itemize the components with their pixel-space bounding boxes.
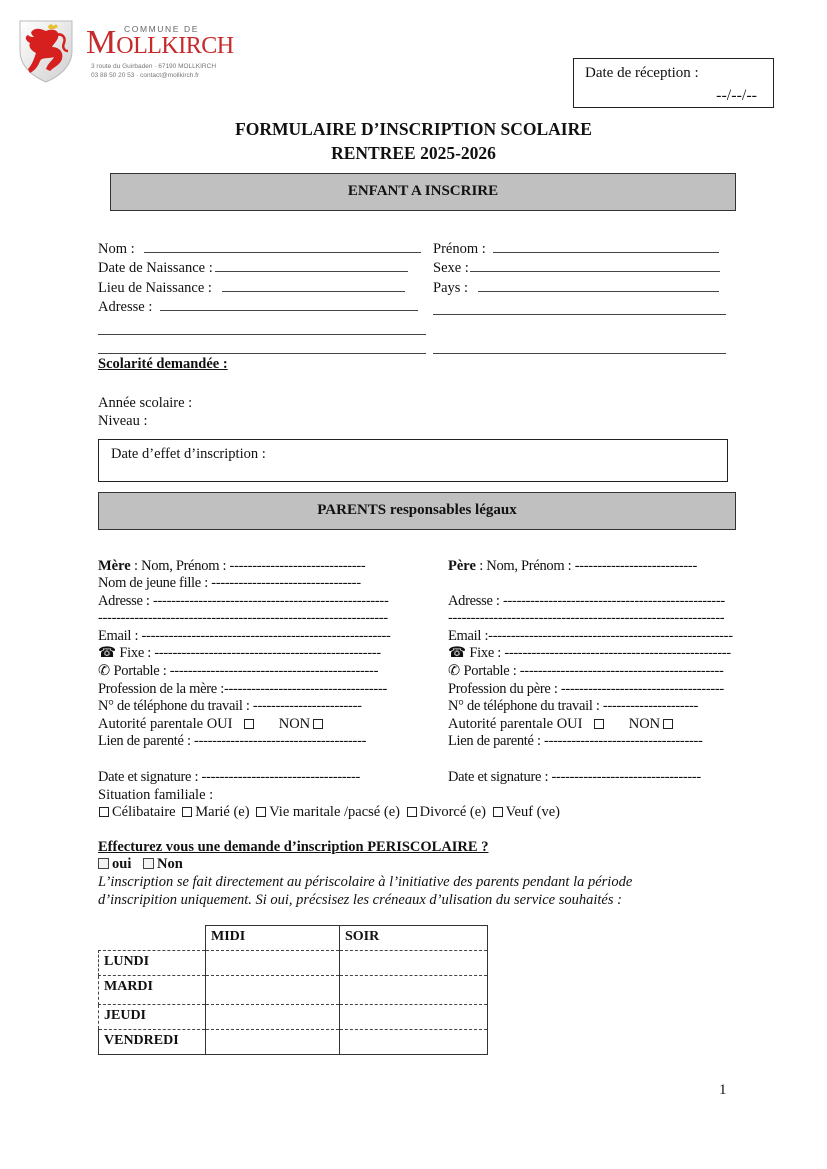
periscolaire-non-label: Non (156, 856, 183, 872)
periscolaire-table (98, 925, 488, 1055)
mobile-phone-icon: ✆ (448, 663, 461, 679)
mere-adresse-field[interactable]: Adresse : ---------------------------------------------------- (98, 593, 389, 609)
mere-autorite-parentale (98, 715, 326, 733)
periscolaire-oui-label: oui (112, 856, 132, 872)
pays-field[interactable] (433, 279, 719, 297)
cell-lundi-soir[interactable] (340, 951, 488, 976)
logo-commune-name (86, 26, 234, 60)
mere-portable-field[interactable] (98, 662, 378, 680)
mere-fixe-field[interactable] (98, 644, 381, 662)
date-effet-label: Date d’effet d’inscription : (111, 446, 266, 462)
mere-title: Mère (98, 558, 131, 574)
table-row (99, 1005, 488, 1030)
date-effet-box[interactable] (98, 439, 728, 482)
mere-autorite-non-checkbox[interactable] (313, 719, 323, 729)
logo-name-rest: OLLKIRCH (116, 33, 234, 59)
pere-autorite-non-checkbox[interactable] (663, 719, 673, 729)
prenom-field[interactable] (433, 240, 719, 258)
celibataire-label: Célibataire (112, 804, 176, 820)
niveau-label[interactable]: Niveau : (98, 413, 148, 429)
table-row (99, 1030, 488, 1055)
pere-autorite-parentale (448, 715, 676, 733)
mere-adresse-line-2[interactable]: ---------------------------------------------------------------- (98, 610, 388, 626)
annee-scolaire-label[interactable]: Année scolaire : (98, 395, 193, 411)
prenom-label: Prénom : (433, 241, 486, 257)
pere-portable-field[interactable] (448, 662, 724, 680)
adresse-input-line-5[interactable] (433, 341, 726, 354)
mobile-phone-icon: ✆ (98, 663, 111, 679)
vie-maritale-checkbox[interactable] (256, 807, 266, 817)
form-subtitle: RENTREE 2025-2026 (331, 143, 496, 163)
lieu-naissance-input-line[interactable] (222, 279, 405, 292)
pere-fixe-label: Fixe : -------------------------------------------------- (466, 645, 731, 661)
mere-signature-field[interactable]: Date et signature : ----------------------------------- (98, 769, 361, 785)
date-naissance-field[interactable] (98, 259, 408, 277)
reception-date-box[interactable] (573, 58, 774, 108)
pere-autorite-non-label: NON (628, 716, 661, 732)
row-label-mardi: MARDI (99, 976, 206, 1005)
marie-label: Marié (e) (195, 804, 250, 820)
sexe-field[interactable] (433, 259, 720, 277)
adresse-input-line-2[interactable] (433, 302, 726, 315)
celibataire-checkbox[interactable] (99, 807, 109, 817)
pere-autorite-oui-checkbox[interactable] (594, 719, 604, 729)
sexe-input-line[interactable] (470, 259, 720, 272)
pere-tel-travail-field[interactable]: N° de téléphone du travail : --------------------- (448, 698, 699, 714)
mere-profession-field[interactable]: Profession de la mère :------------------------------------ (98, 681, 388, 697)
mere-nom-prenom-field[interactable] (98, 557, 365, 575)
cell-jeudi-midi[interactable] (206, 1005, 340, 1030)
section-band-enfant: ENFANT A INSCRIRE (110, 173, 736, 211)
mere-portable-label: Portable : ---------------------------------------------- (110, 663, 379, 679)
column-header-soir: SOIR (340, 926, 488, 951)
mere-jeune-fille-field[interactable]: Nom de jeune fille : --------------------------------- (98, 575, 361, 591)
form-title: FORMULAIRE D’INSCRIPTION SCOLAIRE (235, 119, 592, 139)
veuf-label: Veuf (ve) (505, 804, 560, 820)
nom-label: Nom : (98, 241, 135, 257)
lieu-naissance-label: Lieu de Naissance : (98, 280, 212, 296)
adresse-field[interactable] (98, 298, 418, 316)
situation-familiale-options (98, 803, 560, 821)
pays-label: Pays : (433, 280, 469, 296)
mere-autorite-label: Autorité parentale OUI (98, 716, 233, 732)
situation-familiale-label: Situation familiale : (98, 787, 214, 803)
periscolaire-note-line-1: L’inscription se fait directement au périscolaire à l’initiative des parents pendant la période (98, 874, 633, 890)
phone-icon: ☎ (448, 645, 467, 661)
table-row (99, 951, 488, 976)
adresse-input-line-4[interactable] (98, 341, 426, 354)
pays-input-line[interactable] (478, 279, 719, 292)
veuf-checkbox[interactable] (493, 807, 503, 817)
cell-jeudi-soir[interactable] (340, 1005, 488, 1030)
lieu-naissance-field[interactable] (98, 279, 405, 297)
logo-commune-label: COMMUNE DE (124, 24, 200, 34)
cell-lundi-midi[interactable] (206, 951, 340, 976)
nom-field[interactable] (98, 240, 421, 258)
pere-signature-field[interactable]: Date et signature : --------------------------------- (448, 769, 701, 785)
adresse-input-line-1[interactable] (160, 298, 418, 311)
table-corner-cell (99, 926, 206, 951)
pere-nom-prenom-label: : Nom, Prénom : --------------------------- (475, 558, 697, 574)
adresse-input-line-3[interactable] (98, 322, 426, 335)
row-label-lundi: LUNDI (99, 951, 206, 976)
pere-title: Père (448, 558, 476, 574)
periscolaire-note-line-2: d’inscripition uniquement. Si oui, précsisez les créneaux d’ulisation du service souhaités : (98, 892, 622, 908)
periscolaire-oui-checkbox[interactable] (98, 858, 109, 869)
row-label-vendredi: VENDREDI (99, 1030, 206, 1055)
divorce-checkbox[interactable] (407, 807, 417, 817)
pere-portable-label: Portable : --------------------------------------------- (460, 663, 724, 679)
mere-nom-prenom-label: : Nom, Prénom : ------------------------------ (130, 558, 366, 574)
pere-autorite-label: Autorité parentale OUI (448, 716, 583, 732)
date-naissance-input-line[interactable] (215, 259, 408, 272)
cell-vendredi-soir[interactable] (340, 1030, 488, 1055)
mere-tel-travail-field[interactable]: N° de téléphone du travail : ------------------------ (98, 698, 362, 714)
adresse-label: Adresse : (98, 299, 153, 315)
section-band-parents: PARENTS responsables légaux (98, 492, 736, 530)
logo-address (91, 62, 216, 80)
pere-fixe-field[interactable] (448, 644, 731, 662)
mere-fixe-label: Fixe : -------------------------------------------------- (116, 645, 381, 661)
reception-date-value[interactable]: --/--/-- (716, 87, 757, 104)
page-number: 1 (719, 1082, 727, 1098)
nom-input-line[interactable] (144, 240, 421, 253)
reception-date-label: Date de réception : (585, 65, 699, 81)
sexe-label: Sexe : (433, 260, 469, 276)
divorce-label: Divorcé (e) (419, 804, 487, 820)
date-naissance-label: Date de Naissance : (98, 260, 213, 276)
logo-contact-line: 03 88 50 20 53 · contact@mollkirch.fr (91, 72, 200, 79)
phone-icon: ☎ (98, 645, 117, 661)
cell-mardi-midi[interactable] (206, 976, 340, 1005)
coat-of-arms-logo (18, 17, 74, 83)
pere-nom-prenom-field[interactable] (448, 557, 697, 575)
mere-autorite-oui-checkbox[interactable] (244, 719, 254, 729)
pere-adresse-line-2[interactable]: ------------------------------------------------------------- (448, 610, 725, 626)
pere-profession-field[interactable]: Profession du père : ------------------------------------ (448, 681, 724, 697)
mere-autorite-non-label: NON (278, 716, 311, 732)
mere-lien-parente-field[interactable]: Lien de parenté : -------------------------------------- (98, 733, 367, 749)
pere-email-field[interactable]: Email :------------------------------------------------------ (448, 628, 733, 644)
logo-address-line: 3 route du Guirbaden · 67190 MOLLKIRCH (91, 63, 217, 70)
scolarite-heading: Scolarité demandée : (98, 356, 228, 372)
column-header-midi: MIDI (206, 926, 340, 951)
table-row (99, 976, 488, 1005)
prenom-input-line[interactable] (493, 240, 719, 253)
pere-adresse-field[interactable]: Adresse : ------------------------------------------------- (448, 593, 725, 609)
marie-checkbox[interactable] (182, 807, 192, 817)
vie-maritale-label: Vie maritale /pacsé (e) (269, 804, 400, 820)
logo-name-initial: M (86, 24, 117, 61)
row-label-jeudi: JEUDI (99, 1005, 206, 1030)
cell-vendredi-midi[interactable] (206, 1030, 340, 1055)
periscolaire-choice (98, 855, 183, 873)
pere-lien-parente-field[interactable]: Lien de parenté : ----------------------------------- (448, 733, 703, 749)
periscolaire-question: Effecturez vous une demande d’inscription PERISCOLAIRE ? (98, 839, 489, 855)
mere-email-field[interactable]: Email : ------------------------------------------------------- (98, 628, 391, 644)
table-header-row (99, 926, 488, 951)
periscolaire-non-checkbox[interactable] (143, 858, 154, 869)
cell-mardi-soir[interactable] (340, 976, 488, 1005)
